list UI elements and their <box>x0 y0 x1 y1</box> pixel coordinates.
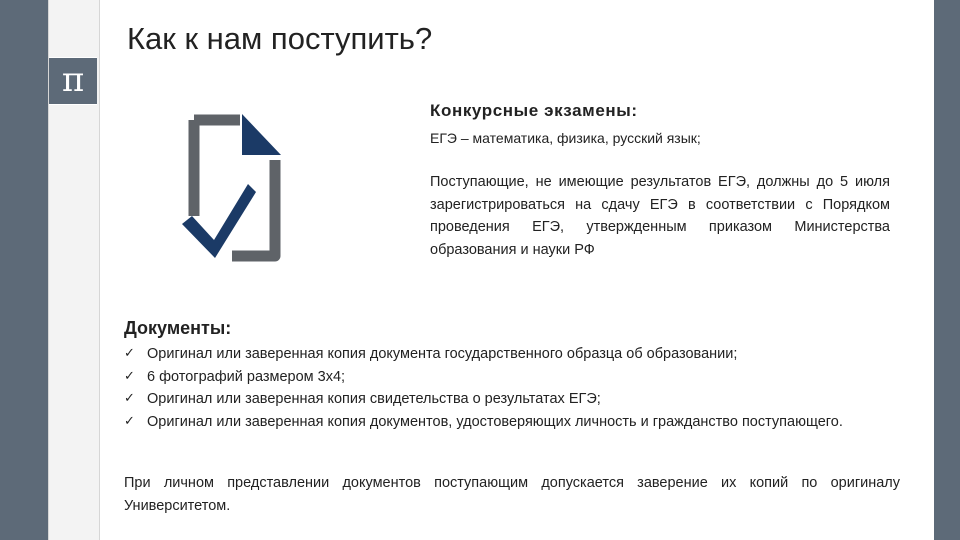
pi-logo-icon <box>49 57 97 105</box>
documents-closing-note: При личном представлении документов поступающим допускается заверение их копий по оригиналу Университетом. <box>124 475 900 514</box>
list-item <box>124 366 900 389</box>
exams-subjects: ЕГЭ – математика, физика, русский язык; <box>430 130 701 146</box>
list-item-text: Оригинал или заверенная копия свидетельства о результатах ЕГЭ; <box>147 391 601 407</box>
list-item <box>124 388 900 411</box>
document-fold <box>242 114 281 155</box>
check-icon: ✓ <box>124 346 135 361</box>
list-item-text: Оригинал или заверенная копия документа государственного образца об образовании; <box>147 346 738 362</box>
list-item <box>124 411 900 434</box>
right-side-band <box>934 0 960 540</box>
list-item-text: 6 фотографий размером 3х4; <box>147 368 346 385</box>
exams-note: Поступающие, не имеющие результатов ЕГЭ, должны до 5 июля зарегистрироваться на сдачу ЕГЭ в соответствии с Порядком проведения ЕГЭ, утвержденным приказом Министерства образования и науки РФ <box>430 174 890 258</box>
document-check-icon <box>178 112 298 264</box>
documents-heading: Документы: <box>124 318 232 338</box>
list-item-text: Оригинал или заверенная копия документов, удостоверяющих личность и гражданство поступающего. <box>147 413 843 430</box>
check-icon: ✓ <box>124 368 135 384</box>
exams-heading: Конкурсные экзамены: <box>430 101 638 120</box>
check-icon: ✓ <box>124 413 135 429</box>
slide-title: Как к нам поступить? <box>127 21 433 56</box>
left-side-band <box>0 0 48 540</box>
logo-glyph: π <box>61 60 85 100</box>
check-icon: ✓ <box>124 391 135 406</box>
list-item <box>124 343 900 366</box>
documents-list <box>124 343 900 433</box>
